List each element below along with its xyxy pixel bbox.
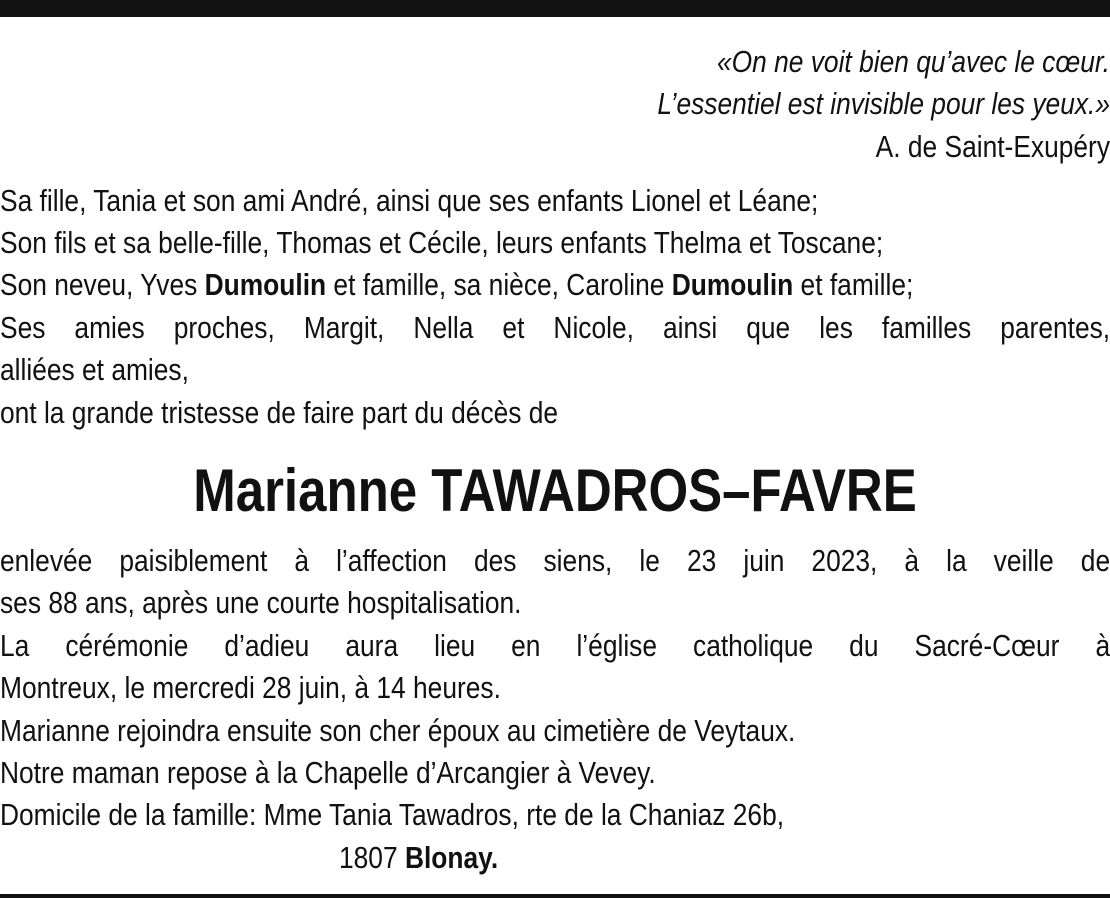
family-surname-2: Dumoulin <box>671 267 794 302</box>
details-line-5: Marianne rejoindra ensuite son cher époux au cimetière de Veytaux. <box>0 713 796 748</box>
family-line-5: alliées et amies, <box>0 352 189 387</box>
deceased-name: Marianne TAWADROS–FAVRE <box>193 457 917 524</box>
family-line-3-part-3: et famille; <box>793 267 914 302</box>
family-surname-1: Dumoulin <box>204 267 327 302</box>
quote-line-2: L’essentiel est invisible pour les yeux.» <box>657 86 1110 121</box>
locality: Blonay. <box>404 840 499 875</box>
family-line-1: Sa fille, Tania et son ami André, ainsi que ses enfants Lionel et Léane; <box>0 183 819 218</box>
details-line-8 <box>339 840 934 876</box>
top-rule <box>0 0 1110 17</box>
details-line-1: enlevée paisiblement à l’affection des siens, le 23 juin 2023, à la veille de <box>0 543 1110 578</box>
details-line-2: ses 88 ans, après une courte hospitalisation. <box>0 585 522 620</box>
family-line-6: ont la grande tristesse de faire part du décès de <box>0 395 559 430</box>
quote-author: A. de Saint-Exupéry <box>875 129 1110 164</box>
family-line-4: Ses amies proches, Margit, Nella et Nicole, ainsi que les familles parentes, <box>0 310 1110 345</box>
quote-line-1: «On ne voit bien qu’avec le cœur. <box>716 44 1110 79</box>
family-line-3-part-2: et famille, sa nièce, Caroline <box>326 267 672 302</box>
details-line-6: Notre maman repose à la Chapelle d’Arcangier à Vevey. <box>0 755 656 790</box>
details-line-3: La cérémonie d’adieu aura lieu en l’église catholique du Sacré-Cœur à <box>0 628 1110 663</box>
bottom-rule <box>0 894 1110 898</box>
details-line-4: Montreux, le mercredi 28 juin, à 14 heures. <box>0 670 501 705</box>
family-line-2: Son fils et sa belle-fille, Thomas et Cécile, leurs enfants Thelma et Toscane; <box>0 225 884 260</box>
family-line-3 <box>0 267 944 303</box>
postal-code: 1807 <box>339 840 405 875</box>
family-line-3-part-1: Son neveu, Yves <box>0 267 205 302</box>
details-line-7: Domicile de la famille: Mme Tania Tawadros, rte de la Chaniaz 26b, <box>0 797 785 832</box>
